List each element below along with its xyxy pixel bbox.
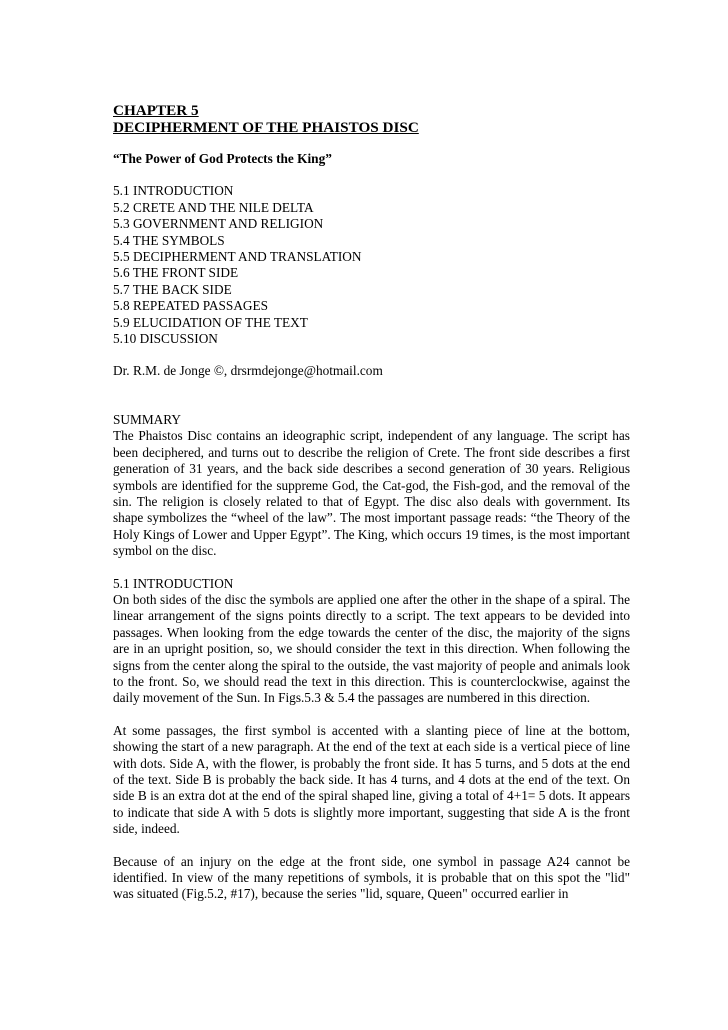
introduction-heading: 5.1 INTRODUCTION: [113, 575, 234, 591]
toc-item: 5.10 DISCUSSION: [113, 331, 218, 347]
table-of-contents: [113, 183, 630, 347]
body-paragraph: On both sides of the disc the symbols are applied one after the other in the shape of a spiral. The linear arrangement of the signs points directly to a script. The text appears to be devided into passages. When looking from the edge towards the center of the disc, the majority of the signs are in an upright position, so, we should consider the text in this direction. When following the signs from the center along the spiral to the outside, the vast majority of people and animals look to the front. So, we should read the text in this direction. This is counterclockwise, against the daily movement of the Sun. In Figs.5.3 & 5.4 the passages are numbered in this direction.: [113, 591, 630, 706]
toc-item: 5.8 REPEATED PASSAGES: [113, 298, 269, 314]
toc-item: 5.1 INTRODUCTION: [113, 183, 234, 199]
toc-item: 5.7 THE BACK SIDE: [113, 281, 232, 297]
toc-item: 5.5 DECIPHERMENT AND TRANSLATION: [113, 249, 362, 265]
toc-item: 5.4 THE SYMBOLS: [113, 232, 225, 248]
chapter-title: DECIPHERMENT OF THE PHAISTOS DISC: [113, 119, 419, 136]
toc-item: 5.6 THE FRONT SIDE: [113, 265, 239, 281]
document-page: [113, 102, 630, 903]
author-line: Dr. R.M. de Jonge ©, drsrmdejonge@hotmail.com: [113, 363, 383, 379]
summary-paragraph: The Phaistos Disc contains an ideographic script, independent of any language. The script has been deciphered, and turns out to describe the religion of Crete. The front side describes a first generation of 31 years, and the back side describes a second generation of 30 years. Religious symbols are identified for the suppreme God, the Cat-god, the Fish-god, and the removal of the sin. The religion is closely related to that of Egypt. The disc also deals with government. Its shape symbolizes the “wheel of the law”. The most important passage reads: “the Theory of the Holy Kings of Lower and Upper Egypt”. The King, which occurs 19 times, is the most important symbol on the disc.: [113, 428, 630, 559]
toc-item: 5.3 GOVERNMENT AND RELIGION: [113, 216, 324, 232]
chapter-motto: “The Power of God Protects the King”: [113, 151, 332, 166]
summary-heading: SUMMARY: [113, 411, 181, 427]
toc-item: 5.9 ELUCIDATION OF THE TEXT: [113, 314, 308, 330]
toc-item: 5.2 CRETE AND THE NILE DELTA: [113, 199, 314, 215]
chapter-number: CHAPTER 5: [113, 102, 199, 119]
body-paragraph: Because of an injury on the edge at the front side, one symbol in passage A24 cannot be identified. In view of the many repetitions of symbols, it is probable that on this spot the "lid" was situated (Fig.5.2, #17), because the series "lid, square, Queen" occurred earlier in: [113, 853, 630, 902]
body-paragraph: At some passages, the first symbol is accented with a slanting piece of line at the bottom, showing the start of a new paragraph. At the end of the text at each side is a vertical piece of line with dots. Side A, with the flower, is probably the front side. It has 5 turns, and 5 dots at the end of the text. Side B is probably the back side. It has 4 turns, and 4 dots at the end of the text. On side B is an extra dot at the end of the spiral shaped line, giving a total of 4+1= 5 dots. It appears to indicate that side A with 5 dots is slightly more important, suggesting that side A is the front side, indeed.: [113, 722, 630, 837]
